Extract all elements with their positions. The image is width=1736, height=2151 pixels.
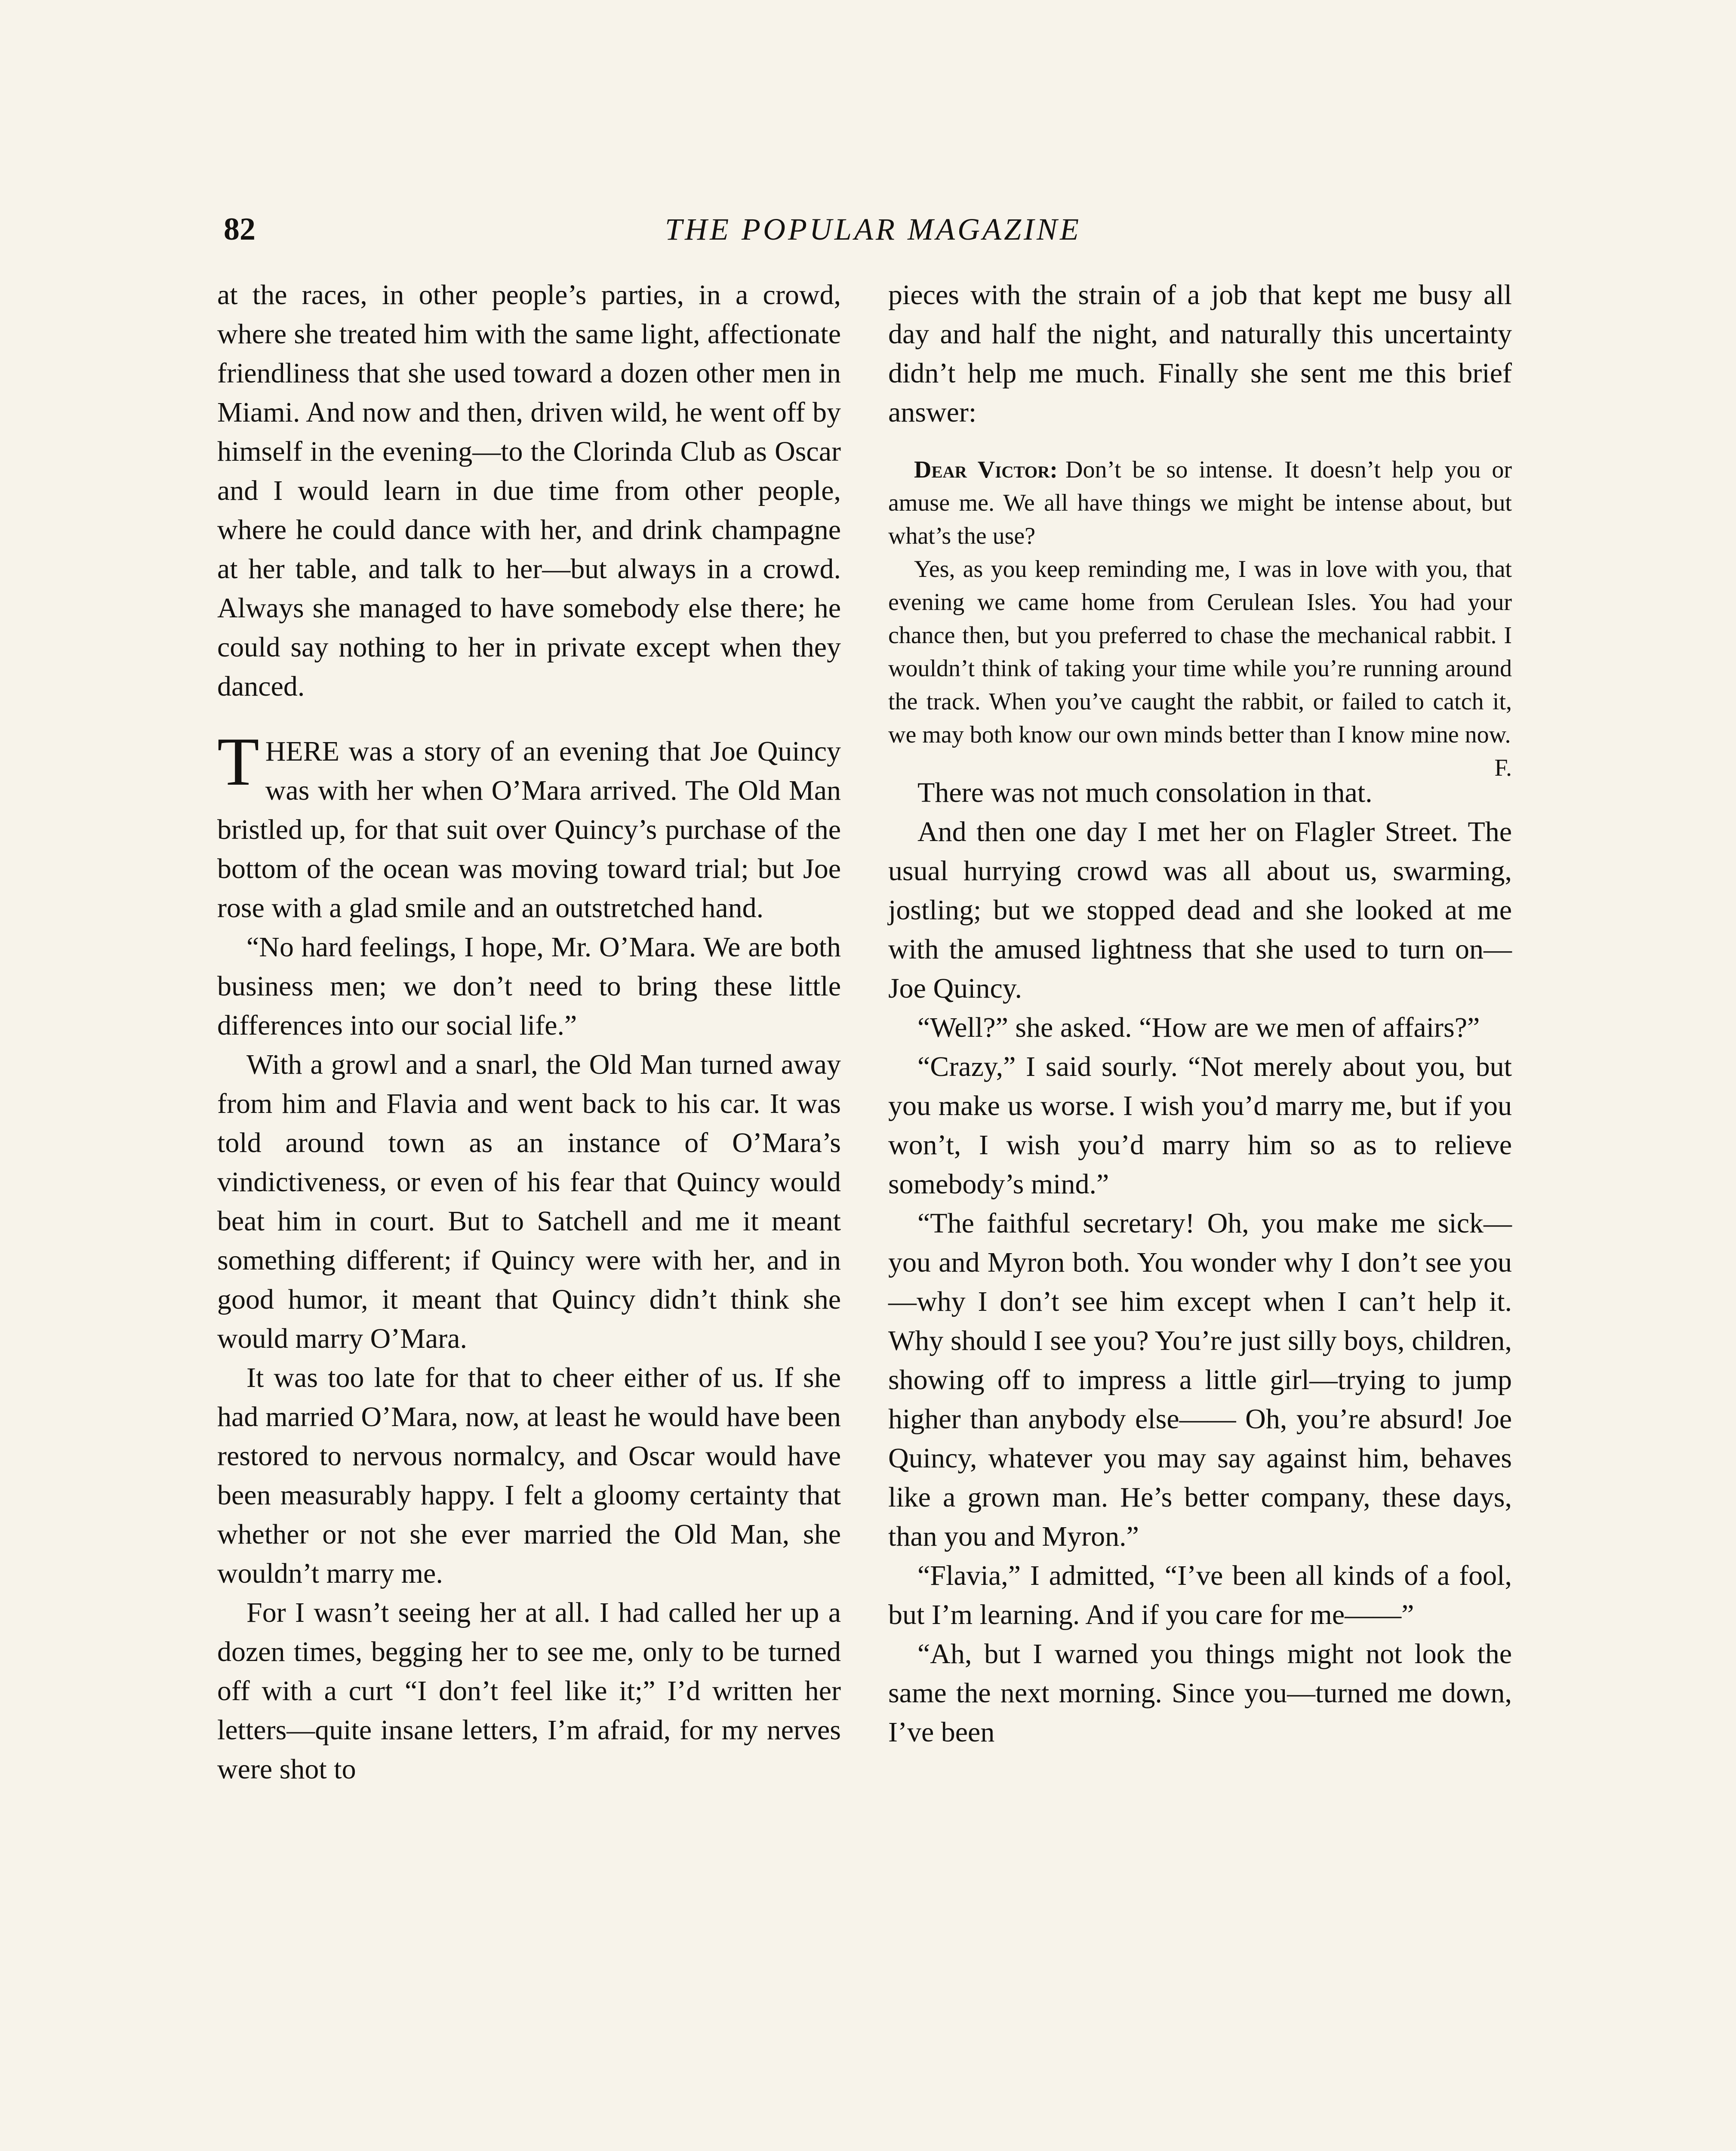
right-paragraph-7: “Flavia,” I admitted, “I’ve been all kinds of a fool, but I’m learning. And if you care for me——” xyxy=(888,1560,1512,1630)
left-paragraph-5: It was too late for that to cheer either of us. If she had married O’Mara, now, at least he would have been restored to nervous normalcy, and Oscar would have been measurably happy. I felt a gloomy certainty that whether or not she ever married the Old Man, she wouldn’t marry me. xyxy=(217,1362,841,1589)
left-paragraph-1: at the races, in other people’s parties, in a crowd, where she treated him with the same light, affectionate friendliness that she used toward a dozen other men in Miami. And now and then, driven wild, he went off by himself in the evening—to the Clorinda Club as Oscar and I would learn in due time from other people, where he could dance with her, and drink champagne at her table, and talk to her—but always in a crowd. Always she managed to have somebody else there; he could say nothing to her in private except when they danced. xyxy=(217,279,841,702)
left-paragraph-6: For I wasn’t seeing her at all. I had called her up a dozen times, begging her to see me, only to be turned off with a curt “I don’t feel like it;” I’d written her letters—quite insane letters, I’m afraid, for my nerves were shot to xyxy=(217,1597,841,1785)
page-number: 82 xyxy=(224,212,255,247)
drop-cap: T xyxy=(217,723,259,800)
left-column xyxy=(217,275,841,1789)
right-paragraph-4: “Well?” she asked. “How are we men of affairs?” xyxy=(917,1012,1480,1043)
letter-paragraph-2 xyxy=(888,553,1512,781)
right-column xyxy=(888,275,1512,1752)
letter-paragraph-2-text: Yes, as you keep reminding me, I was in love with you, that evening we came home from Cerulean Isles. You had your chance then, but you preferred to chase the mechanical rabbit. I wouldn’t think of taking your time while you’re running around the track. When you’ve caught the rabbit, or failed to catch it, we may both know our own minds better than I know mine now. xyxy=(888,556,1512,748)
right-paragraph-6: “The faithful secretary! Oh, you make me sick—you and Myron both. You wonder why I don’t see you—why I don’t see him except when I can’t help it. Why should I see you? You’re just silly boys, children, showing off to impress a little girl—trying to jump higher than anybody else—— Oh, you’re absurd! Joe Quincy, whatever you may say against him, behaves like a grown man. He’s better company, these days, than you and Myron.” xyxy=(888,1208,1512,1552)
letter-paragraph-1-text: Don’t be so intense. It doesn’t help you or amuse me. We all have things we might be intense about, but what’s the use? xyxy=(888,456,1512,549)
letter-signature: F. xyxy=(1494,755,1512,781)
quoted-letter xyxy=(888,453,1512,781)
right-paragraph-1: pieces with the strain of a job that kept me busy all day and half the night, and naturally this uncertainty didn’t help me much. Finally she sent me this brief answer: xyxy=(888,279,1512,428)
left-paragraph-2-text: HERE was a story of an evening that Joe Quincy was with her when O’Mara arrived. The Old Man bristled up, for that suit over Quincy’s purchase of the bottom of the ocean was moving toward trial; but Joe rose with a glad smile and an outstretched hand. xyxy=(217,736,841,924)
right-paragraph-2: There was not much consolation in that. xyxy=(917,777,1373,808)
left-paragraph-2 xyxy=(217,723,841,928)
left-paragraph-3: “No hard feelings, I hope, Mr. O’Mara. We are both business men; we don’t need to bring these little differences into our social life.” xyxy=(217,931,841,1041)
right-paragraph-5: “Crazy,” I said sourly. “Not merely about you, but you make us worse. I wish you’d marry me, but if you won’t, I wish you’d marry him so as to relieve somebody’s mind.” xyxy=(888,1051,1512,1200)
letter-paragraph-1 xyxy=(888,453,1512,553)
letter-salutation: Dear Victor: xyxy=(914,456,1058,483)
right-paragraph-8: “Ah, but I warned you things might not look the same the next morning. Since you—turned me down, I’ve been xyxy=(888,1638,1512,1748)
running-title: THE POPULAR MAGAZINE xyxy=(665,212,1081,247)
page-header xyxy=(224,206,1523,253)
right-paragraph-3: And then one day I met her on Flagler Street. The usual hurrying crowd was all about us, swarming, jostling; but we stopped dead and she looked at me with the amused lightness that she used to turn on—Joe Quincy. xyxy=(888,816,1512,1004)
left-paragraph-4: With a growl and a snarl, the Old Man turned away from him and Flavia and went back to his car. It was told around town as an instance of O’Mara’s vindictiveness, or even of his fear that Quincy would beat him in court. But to Satchell and me it meant something different; if Quincy were with her, and in good humor, it meant that Quincy didn’t think she would marry O’Mara. xyxy=(217,1049,841,1354)
